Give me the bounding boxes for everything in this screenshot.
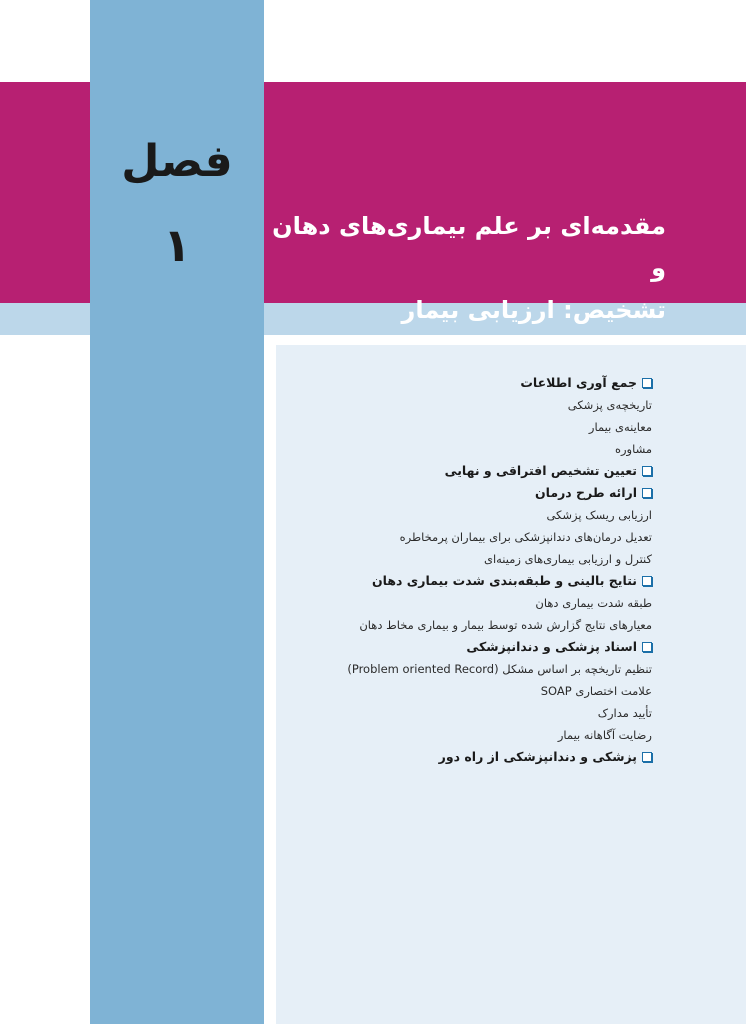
- toc-heading[interactable]: جمع آوری اطلاعات: [272, 372, 652, 394]
- chapter-number: ۱: [162, 218, 192, 272]
- toc-item[interactable]: معیارهای نتایج گزارش شده توسط بیمار و بیماری مخاط دهان: [359, 618, 652, 632]
- checkbox-bullet-icon: [642, 576, 652, 586]
- checkbox-bullet-icon: [642, 642, 652, 652]
- toc-item[interactable]: تعدیل درمان‌های دندانپزشکی برای بیماران پرمخاطره: [399, 530, 652, 544]
- checkbox-bullet-icon: [642, 752, 652, 762]
- toc-item[interactable]: کنترل و ارزیابی بیماری‌های زمینه‌ای: [483, 552, 652, 566]
- toc-item[interactable]: تنظیم تاریخچه بر اساس مشکل (Problem oriented Record): [347, 662, 652, 676]
- toc-item[interactable]: طبقه شدت بیماری دهان: [535, 596, 652, 610]
- toc-item[interactable]: تأیید مدارک: [597, 706, 652, 720]
- toc-item[interactable]: معاینه‌ی بیمار: [588, 420, 652, 434]
- chapter-title-line1: مقدمه‌ای بر علم بیماری‌های دهان و: [272, 212, 666, 282]
- chapter-label: فصل: [121, 136, 233, 187]
- chapter-title-line2: تشخیص: ارزیابی بیمار: [401, 296, 666, 324]
- checkbox-bullet-icon: [642, 488, 652, 498]
- toc-item[interactable]: علامت اختصاری SOAP: [540, 684, 652, 698]
- chapter-title: [266, 205, 666, 331]
- toc-heading[interactable]: تعیین تشخیص افتراقی و نهایی: [272, 460, 652, 482]
- checkbox-bullet-icon: [642, 378, 652, 388]
- toc-item[interactable]: تاریخچه‌ی پزشکی: [567, 398, 652, 412]
- toc-heading[interactable]: ارائه طرح درمان: [272, 482, 652, 504]
- checkbox-bullet-icon: [642, 466, 652, 476]
- toc-item[interactable]: مشاوره: [614, 442, 652, 456]
- toc-heading[interactable]: پزشکی و دندانپزشکی از راه دور: [272, 746, 652, 768]
- toc-heading[interactable]: نتایج بالینی و طبقه‌بندی شدت بیماری دهان: [272, 570, 652, 592]
- table-of-contents: [272, 372, 652, 768]
- toc-heading[interactable]: اسناد پزشکی و دندانپزشکی: [272, 636, 652, 658]
- toc-item[interactable]: ارزیابی ریسک پزشکی: [546, 508, 652, 522]
- blue-column-overlay-strip: [90, 303, 264, 335]
- toc-item[interactable]: رضایت آگاهانه بیمار: [557, 728, 652, 742]
